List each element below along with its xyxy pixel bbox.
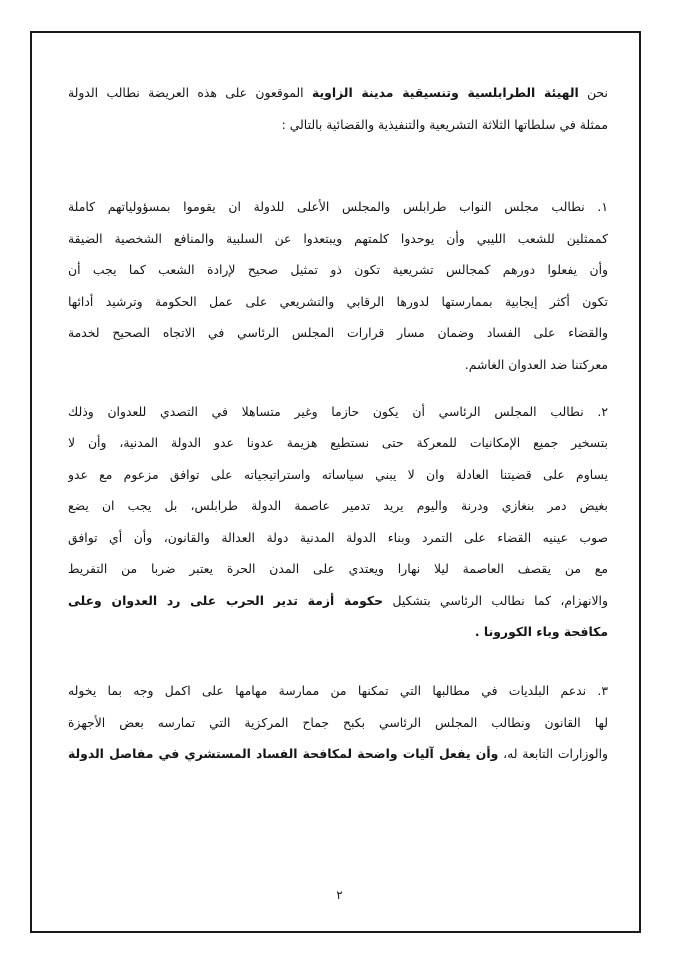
organizations-name: الهيئة الطرابلسية وتنسيقية مدينة الزاوية <box>311 85 579 100</box>
demand-1-line: معركتنا ضد العدوان الغاشم. <box>464 356 608 372</box>
intro-paragraph <box>68 84 608 133</box>
demand-3-line: لها القانون ونطالب المجلس الرئاسي بكبح جماح المركزية التي تمارسه بعض الأجهزة <box>68 714 608 730</box>
demand-2-line: ٢. نطالب المجلس الرئاسي أن يكون حازما وغير متساهلا في التصدي للعدوان وذلك <box>68 403 608 419</box>
page-number: ٢ <box>336 888 343 902</box>
demand-item-1 <box>68 198 608 373</box>
demand-1-line: كممثلين للشعب الليبي وأن يوحدوا كلمتهم ويبتعدوا عن السلبية والمنافع الشخصية الضيقة <box>68 230 608 246</box>
demand-2-line: مع من يقصف العاصمة ليلا نهارا ويعتدي على المدن الحرة يعتبر ضربا من التفريط <box>68 561 608 576</box>
anti-corruption-demand: وأن يفعل آليات واضحة لمكافحة الفساد المستشري في مفاصل الدولة <box>68 746 499 761</box>
demand-2-line: صوب عينيه القضاء على التمرد وبناء الدولة المدنية دولة العدالة والقانون، وأن أي توافق <box>68 529 608 545</box>
demand-1-line: والقضاء على الفساد وضمان مسار قرارات المجلس الرئاسي في الاتجاه الصحيح لخدمة <box>68 325 608 340</box>
intro-line-1: نحن الهيئة الطرابلسية وتنسيقية مدينة الزاوية الموقعون على هذه العريضة نطالب الدولة <box>68 85 608 100</box>
demand-3-line: ٣. ندعم البلديات في مطالبها التي تمكنها من ممارسة مهامها على اكمل وجه بما يخوله <box>68 683 608 698</box>
document-body <box>68 84 608 777</box>
demand-2-line: بغيض دمر بنغازي ودرنة واليوم يريد تدمير عاصمة الدولة طرابلس، بل يجب ان يضع <box>68 498 608 513</box>
demand-3-line: والوزارات التابعة له، وأن يفعل آليات واضحة لمكافحة الفساد المستشري في مفاصل الدولة <box>68 746 608 761</box>
demand-2-line: بتسخير جميع الإمكانيات للمعركة حتى نستطيع هزيمة عدونا عدو الدولة المدنية، وأن لا <box>68 435 608 450</box>
demand-1-line: وأن يفعلوا دورهم كمجالس تشريعية تكون ذو تمثيل صحيح لإرادة الشعب كما يجب أن <box>68 262 608 277</box>
demand-1-line: ١. نطالب مجلس النواب طرابلس والمجلس الأعلى للدولة ان يقوموا بمسؤولياتهم كاملة <box>68 199 608 214</box>
demand-2-line: يساوم على قضيتنا العادلة وان لا يبني سياساته واستراتيجياته على توافق مزعوم مع عدو <box>68 466 608 482</box>
demand-2-line: والانهزام، كما نطالب الرئاسي بتشكيل حكومة أزمة تدير الحرب على رد العدوان وعلى <box>68 592 608 608</box>
demand-1-line: تكون أكثر إيجابية بممارستها لدورها الرقابي والتشريعي على عمل الحكومة وترشيد أدائها <box>68 293 608 309</box>
demand-item-2 <box>68 403 608 641</box>
crisis-government-demand: حكومة أزمة تدير الحرب على رد العدوان وعلى <box>68 592 384 608</box>
demand-item-3 <box>68 682 608 762</box>
intro-line-2: ممثلة في سلطاتها الثلاثة التشريعية والتنفيذية والقضائية بالتالي : <box>281 117 608 132</box>
demand-2-line: مكافحة وباء الكورونا . <box>474 624 608 639</box>
